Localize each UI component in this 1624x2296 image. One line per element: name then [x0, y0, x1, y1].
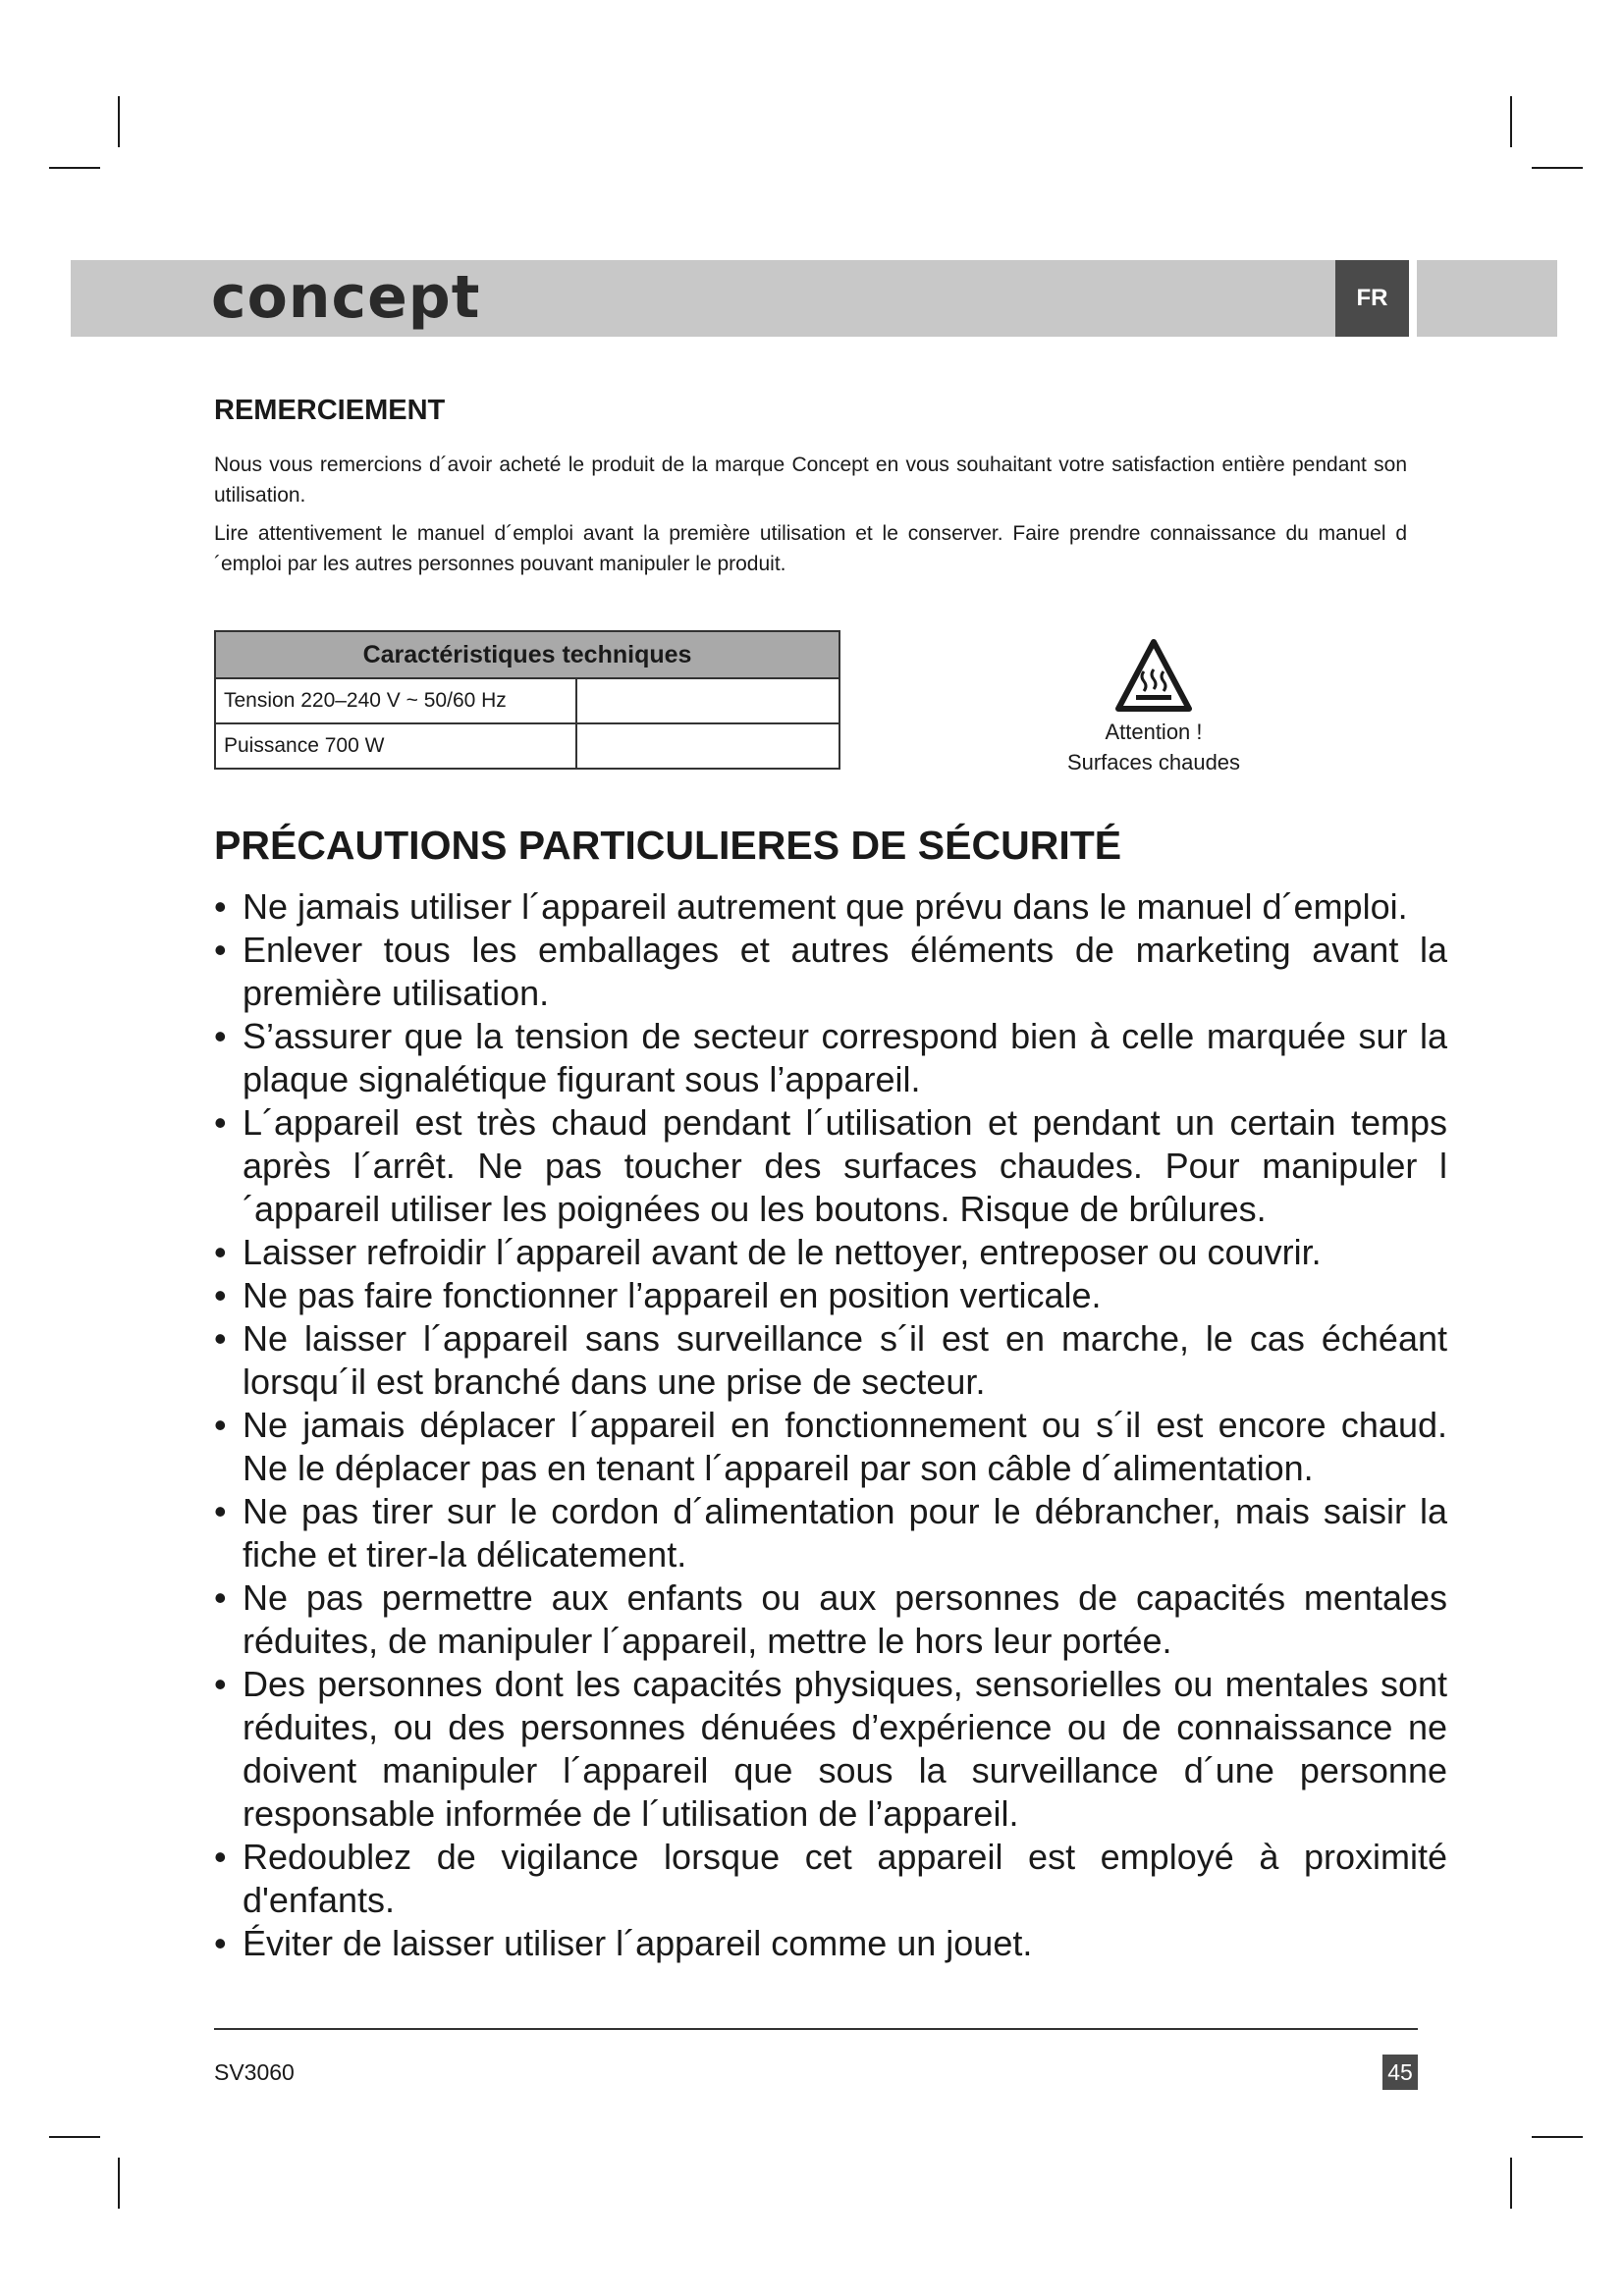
crop-mark — [49, 167, 100, 169]
spec-label: Tension 220–240 V ~ 50/60 Hz — [215, 678, 576, 723]
crop-mark — [118, 96, 120, 147]
crop-mark — [1510, 2158, 1512, 2209]
hot-surface-warning — [1041, 638, 1267, 777]
list-item: • Ne jamais utiliser l´appareil autrement que prévu dans le manuel d´emploi. — [214, 885, 1447, 929]
language-badge: FR — [1335, 260, 1409, 337]
spec-label: Puissance 700 W — [215, 723, 576, 769]
footer-divider — [214, 2028, 1418, 2030]
list-item: • Ne pas permettre aux enfants ou aux personnes de capacités mentales réduites, de manipuler l´appareil, mettre le hors leur portée. — [214, 1576, 1447, 1663]
list-item: • Redoublez de vigilance lorsque cet appareil est employé à proximité d'enfants. — [214, 1836, 1447, 1922]
spec-row — [215, 723, 839, 769]
list-item: • S’assurer que la tension de secteur correspond bien à celle marquée sur la plaque signalétique figurant sous l’appareil. — [214, 1015, 1447, 1101]
list-item: • Ne pas tirer sur le cordon d´alimentation pour le débrancher, mais saisir la fiche et tirer-la délicatement. — [214, 1490, 1447, 1576]
brand-logo: concept — [211, 263, 481, 332]
spec-table — [214, 630, 840, 770]
spec-value — [576, 678, 839, 723]
crop-mark — [118, 2158, 120, 2209]
header-bar — [71, 260, 1557, 337]
list-item: • L´appareil est très chaud pendant l´utilisation et pendant un certain temps après l´arrêt. Ne pas toucher des surfaces chaudes. Pour manipuler l´appareil utiliser les poignées ou les boutons. Risque de brûlures. — [214, 1101, 1447, 1231]
spec-value — [576, 723, 839, 769]
list-item: • Laisser refroidir l´appareil avant de le nettoyer, entreposer ou couvrir. — [214, 1231, 1447, 1274]
intro-paragraph: Lire attentivement le manuel d´emploi avant la première utilisation et le conserver. Faire prendre connaissance du manuel d´emploi par les autres personnes pouvant manipuler le produit. — [214, 522, 1407, 575]
crop-mark — [49, 2136, 100, 2138]
intro-paragraph: Nous vous remercions d´avoir acheté le produit de la marque Concept en vous souhaitant votre satisfaction entière pendant son utilisation. — [214, 454, 1407, 507]
crop-mark — [1532, 2136, 1583, 2138]
list-item: • Ne pas faire fonctionner l’appareil en position verticale. — [214, 1274, 1447, 1317]
list-item: • Des personnes dont les capacités physiques, sensorielles ou mentales sont réduites, ou des personnes dénuées d’expérience ou de connaissance ne doivent manipuler l´appareil que sous la surveillance d´une personne responsable informée de l´utilisation de l’appareil. — [214, 1663, 1447, 1836]
warning-line-2: Surfaces chaudes — [1066, 750, 1241, 774]
safety-title: PRÉCAUTIONS PARTICULIERES DE SÉCURITÉ — [214, 823, 1122, 868]
model-number: SV3060 — [214, 2059, 295, 2085]
list-item: • Enlever tous les emballages et autres éléments de marketing avant la première utilisation. — [214, 929, 1447, 1015]
list-item: • Éviter de laisser utiliser l´appareil comme un jouet. — [214, 1922, 1447, 1965]
spec-row — [215, 678, 839, 723]
intro-title: REMERCIEMENT — [214, 395, 446, 426]
safety-list — [214, 885, 1447, 1965]
crop-mark — [1532, 167, 1583, 169]
crop-mark — [1510, 96, 1512, 147]
list-item: • Ne jamais déplacer l´appareil en fonctionnement ou s´il est encore chaud. Ne le déplacer pas en tenant l´appareil par son câble d´alimentation. — [214, 1404, 1447, 1490]
warning-line-1: Attention ! — [1105, 720, 1203, 744]
header-divider — [1409, 260, 1417, 337]
page-number: 45 — [1382, 2055, 1418, 2090]
hot-surface-warning-icon — [1114, 638, 1193, 713]
list-item: • Ne laisser l´appareil sans surveillance s´il est en marche, le cas échéant lorsqu´il est branché dans une prise de secteur. — [214, 1317, 1447, 1404]
spec-table-header: Caractéristiques techniques — [215, 631, 839, 678]
